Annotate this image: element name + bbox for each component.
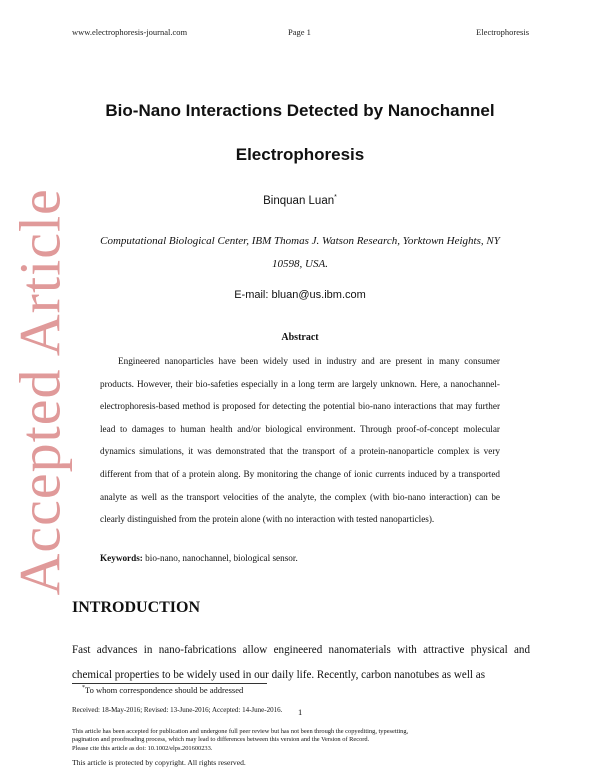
keywords-text: bio-nano, nanochannel, biological sensor. bbox=[145, 553, 298, 563]
paper-title-line-1: Bio-Nano Interactions Detected by Nanochannel bbox=[105, 101, 495, 120]
copyright-notice: This article is protected by copyright. All rights reserved. bbox=[72, 758, 246, 767]
footnote-mark: * bbox=[82, 685, 85, 692]
journal-url[interactable]: www.electrophoresis-journal.com bbox=[72, 27, 188, 37]
author-footnote-mark: * bbox=[334, 194, 337, 201]
section-heading-introduction: INTRODUCTION bbox=[72, 599, 201, 616]
affiliation bbox=[80, 230, 520, 276]
keywords bbox=[100, 553, 298, 563]
abstract-heading: Abstract bbox=[281, 332, 319, 343]
author bbox=[0, 194, 600, 207]
footnote bbox=[82, 685, 243, 695]
author-name: Binquan Luan bbox=[263, 194, 335, 207]
journal-name: Electrophoresis bbox=[476, 27, 529, 37]
abstract-text: Engineered nanoparticles have been widely used in industry and are present in many consumer products. However, their bio-safeties especially in a long term are largely unknown. Here, a nanochannel-electrophoresis-based method is proposed for detecting the potential bio-nano interactions that may further lead to damages to human health and/or biological environment. Through proof-of-concept molecular dynamics simulations, it was demonstrated that the transport of a protein-nanoparticle complex is very different from that of a protein along. By monitoring the change of ionic currents induced by a transported analyte as well as the transport velocities of the analyte, the complex (with bio-nano interaction) can be clearly distinguished from the protein alone (with no interaction with tested nanoparticles). bbox=[100, 356, 500, 525]
notice-line-3: Please cite this article as doi: 10.1002/elps.201600233. bbox=[72, 744, 213, 752]
affiliation-line-2: 10598, USA. bbox=[272, 258, 328, 270]
paper-title-line-2: Electrophoresis bbox=[235, 145, 365, 164]
author-email[interactable]: E-mail: bluan@us.ibm.com bbox=[234, 289, 366, 301]
introduction-text: Fast advances in nano-fabrications allow engineered nanomaterials with attractive physical and chemical properties to be widely used in our daily life. Recently, carbon nanotubes as well as bbox=[72, 644, 530, 681]
notice-line-1: This article has been accepted for publication and undergone full peer review but has not been through the copyediting, typesetting, bbox=[72, 728, 409, 735]
accepted-article-watermark: Accepted Article bbox=[7, 188, 73, 596]
keywords-label: Keywords: bbox=[100, 553, 143, 563]
affiliation-line-1: Computational Biological Center, IBM Thomas J. Watson Research, Yorktown Heights, NY bbox=[100, 235, 500, 247]
footnote-text: To whom correspondence should be addressed bbox=[85, 685, 244, 695]
accepted-notice bbox=[72, 728, 492, 753]
footnote-divider bbox=[72, 683, 267, 684]
header-page-label: Page 1 bbox=[288, 27, 311, 37]
notice-line-2: pagination and proofreading process, which may lead to differences between this version and the Version of Record. bbox=[72, 736, 370, 744]
page-number: 1 bbox=[298, 707, 303, 717]
received-dates: Received: 18-May-2016; Revised: 13-June-2016; Accepted: 14-June-2016. bbox=[72, 706, 283, 714]
